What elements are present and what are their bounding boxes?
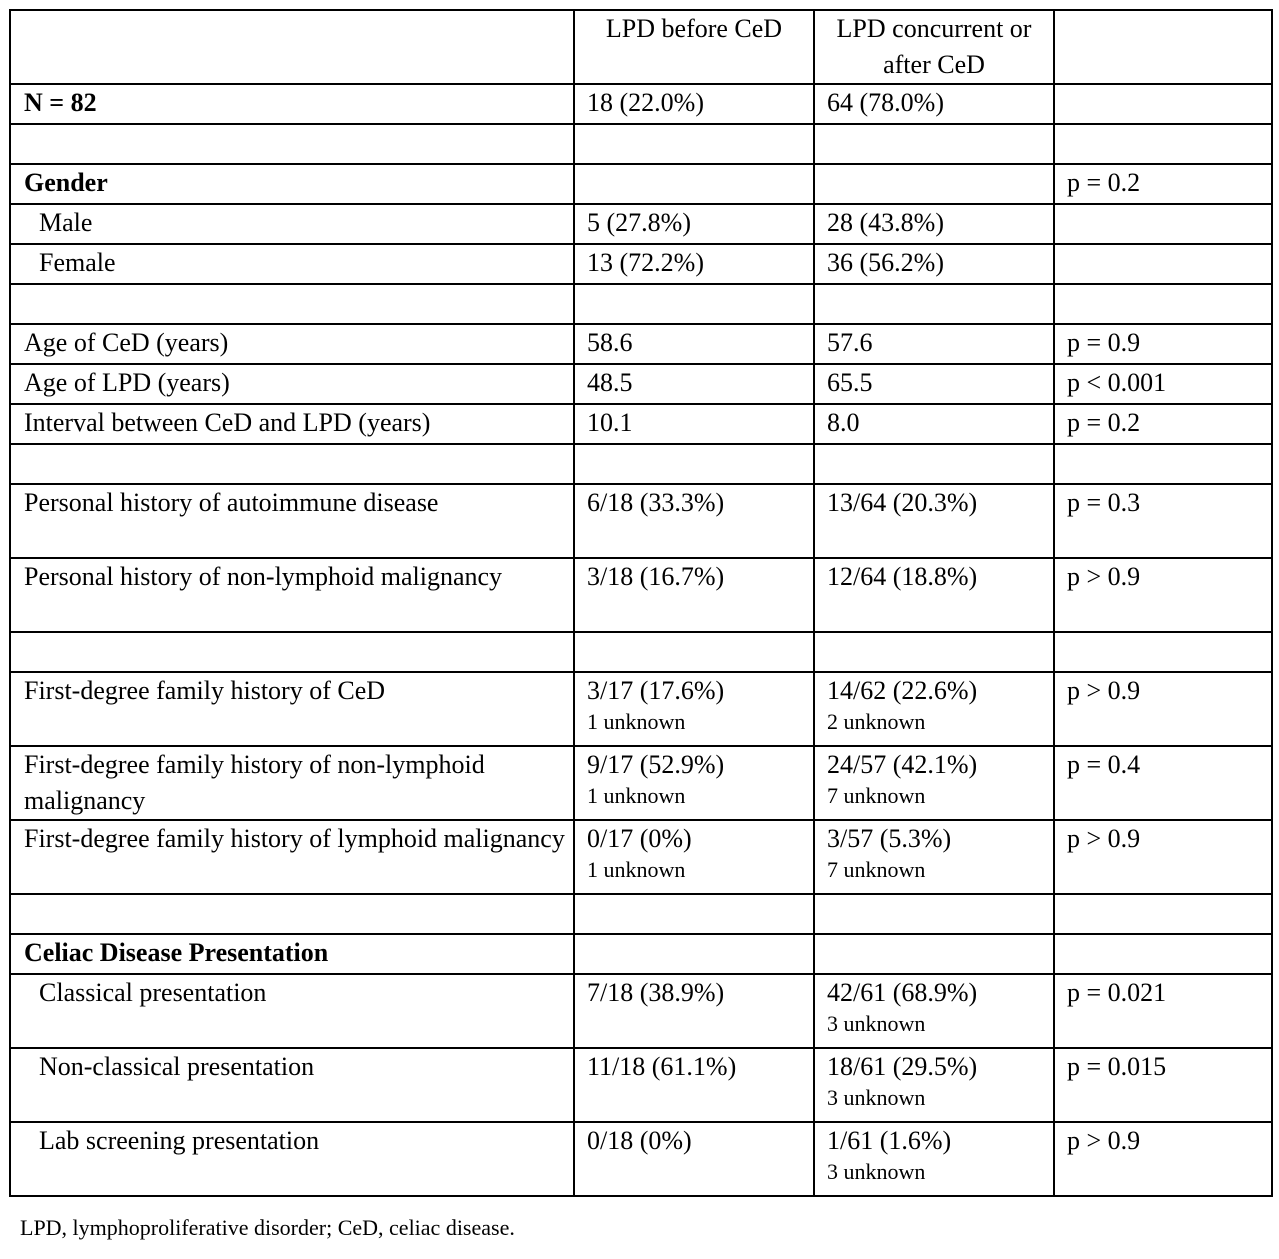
- cell-value: 18 (22.0%): [587, 88, 704, 117]
- row-label: Non-classical presentation: [10, 1048, 574, 1122]
- lpd-after-ced-cell: [814, 324, 1054, 364]
- data-table: [9, 9, 1273, 1197]
- cell-value: 57.6: [827, 328, 873, 357]
- table-row: [10, 820, 1272, 894]
- table-row: [10, 558, 1272, 632]
- lpd-before-ced-cell: [574, 672, 814, 746]
- p-value-cell: p = 0.2: [1054, 164, 1272, 204]
- lpd-after-ced-cell: [814, 558, 1054, 632]
- header-cell-p-value: [1054, 10, 1272, 84]
- lpd-after-ced-cell: [814, 404, 1054, 444]
- cell-value: 42/61 (68.9%): [827, 978, 978, 1007]
- row-label: Celiac Disease Presentation: [10, 934, 574, 974]
- lpd-after-ced-cell: [814, 672, 1054, 746]
- footnote: LPD, lymphoproliferative disorder; CeD, celiac disease.: [20, 1215, 515, 1240]
- table-row: [10, 746, 1272, 820]
- cell-value: 14/62 (22.6%): [827, 676, 978, 705]
- cell-value: 13 (72.2%): [587, 248, 704, 277]
- lpd-before-ced-cell: [574, 164, 814, 204]
- lpd-before-ced-cell: [574, 84, 814, 124]
- row-label: Age of CeD (years): [10, 324, 574, 364]
- p-value-cell: p > 0.9: [1054, 672, 1272, 746]
- lpd-before-ced-cell: [574, 484, 814, 558]
- cell-value: 18/61 (29.5%): [827, 1052, 978, 1081]
- cell-value: 12/64 (18.8%): [827, 562, 978, 591]
- p-value-cell: [1054, 894, 1272, 934]
- lpd-before-ced-cell: [574, 746, 814, 820]
- table-row: [10, 284, 1272, 324]
- lpd-after-ced-cell: [814, 204, 1054, 244]
- cell-value: 3/18 (16.7%): [587, 562, 725, 591]
- lpd-before-ced-cell: [574, 444, 814, 484]
- header-row: [10, 10, 1272, 84]
- p-value-cell: p > 0.9: [1054, 1122, 1272, 1196]
- lpd-after-ced-cell: [814, 820, 1054, 894]
- lpd-before-ced-cell: [574, 244, 814, 284]
- lpd-after-ced-cell: [814, 364, 1054, 404]
- unknown-count-note: 2 unknown: [827, 709, 926, 734]
- cell-value: 36 (56.2%): [827, 248, 944, 277]
- lpd-after-ced-cell: [814, 284, 1054, 324]
- table-row: [10, 244, 1272, 284]
- p-value-cell: [1054, 934, 1272, 974]
- table-row: [10, 894, 1272, 934]
- row-label: Classical presentation: [10, 974, 574, 1048]
- lpd-before-ced-cell: [574, 404, 814, 444]
- cell-value: 28 (43.8%): [827, 208, 944, 237]
- p-value-cell: p = 0.2: [1054, 404, 1272, 444]
- table-row: [10, 164, 1272, 204]
- p-value-cell: [1054, 284, 1272, 324]
- lpd-before-ced-cell: [574, 324, 814, 364]
- cell-value: 7/18 (38.9%): [587, 978, 725, 1007]
- lpd-before-ced-cell: [574, 820, 814, 894]
- unknown-count-note: 3 unknown: [827, 1085, 926, 1110]
- p-value-cell: p < 0.001: [1054, 364, 1272, 404]
- row-label: Female: [10, 244, 574, 284]
- unknown-count-note: 1 unknown: [587, 857, 686, 882]
- table-row: [10, 324, 1272, 364]
- row-label: Gender: [10, 164, 574, 204]
- lpd-before-ced-cell: [574, 364, 814, 404]
- cell-value: 0/17 (0%): [587, 824, 692, 853]
- row-label: Age of LPD (years): [10, 364, 574, 404]
- lpd-before-ced-cell: [574, 284, 814, 324]
- table-row: [10, 124, 1272, 164]
- row-label: First-degree family history of CeD: [10, 672, 574, 746]
- lpd-before-ced-cell: [574, 632, 814, 672]
- p-value-cell: [1054, 84, 1272, 124]
- table-row: [10, 404, 1272, 444]
- table-row: [10, 484, 1272, 558]
- table-row: [10, 444, 1272, 484]
- row-label: Personal history of autoimmune disease: [10, 484, 574, 558]
- lpd-after-ced-cell: [814, 632, 1054, 672]
- row-label: Male: [10, 204, 574, 244]
- lpd-after-ced-cell: [814, 164, 1054, 204]
- cell-value: 5 (27.8%): [587, 208, 691, 237]
- table-row: [10, 934, 1272, 974]
- p-value-cell: [1054, 632, 1272, 672]
- table-row: [10, 364, 1272, 404]
- p-value-cell: p = 0.021: [1054, 974, 1272, 1048]
- p-value-cell: [1054, 444, 1272, 484]
- table-row: [10, 1122, 1272, 1196]
- row-label: [10, 894, 574, 934]
- cell-value: 11/18 (61.1%): [587, 1052, 737, 1081]
- cell-value: 65.5: [827, 368, 873, 397]
- lpd-before-ced-cell: [574, 124, 814, 164]
- p-value-cell: p = 0.3: [1054, 484, 1272, 558]
- lpd-before-ced-cell: [574, 1048, 814, 1122]
- cell-value: 3/57 (5.3%): [827, 824, 952, 853]
- unknown-count-note: 3 unknown: [827, 1011, 926, 1036]
- table-row: [10, 1048, 1272, 1122]
- cell-value: 24/57 (42.1%): [827, 750, 978, 779]
- unknown-count-note: 1 unknown: [587, 783, 686, 808]
- row-label: Lab screening presentation: [10, 1122, 574, 1196]
- cell-value: 8.0: [827, 408, 860, 437]
- cell-value: 58.6: [587, 328, 633, 357]
- p-value-cell: p = 0.015: [1054, 1048, 1272, 1122]
- p-value-cell: [1054, 244, 1272, 284]
- lpd-before-ced-cell: [574, 974, 814, 1048]
- lpd-after-ced-cell: [814, 124, 1054, 164]
- table-row: [10, 84, 1272, 124]
- lpd-after-ced-cell: [814, 244, 1054, 284]
- lpd-before-ced-cell: [574, 934, 814, 974]
- table-row: [10, 632, 1272, 672]
- lpd-before-ced-cell: [574, 204, 814, 244]
- cell-value: 9/17 (52.9%): [587, 750, 725, 779]
- header-cell-label: [10, 10, 574, 84]
- unknown-count-note: 1 unknown: [587, 709, 686, 734]
- cell-value: 13/64 (20.3%): [827, 488, 978, 517]
- p-value-cell: p > 0.9: [1054, 820, 1272, 894]
- table-body: [10, 10, 1272, 1196]
- lpd-after-ced-cell: [814, 484, 1054, 558]
- row-label: [10, 444, 574, 484]
- lpd-after-ced-cell: [814, 84, 1054, 124]
- table-row: [10, 204, 1272, 244]
- row-label: Personal history of non-lymphoid malignancy: [10, 558, 574, 632]
- cell-value: 0/18 (0%): [587, 1126, 692, 1155]
- cell-value: 64 (78.0%): [827, 88, 944, 117]
- p-value-cell: p = 0.4: [1054, 746, 1272, 820]
- unknown-count-note: 7 unknown: [827, 857, 926, 882]
- row-label: N = 82: [10, 84, 574, 124]
- p-value-cell: [1054, 124, 1272, 164]
- p-value-cell: p > 0.9: [1054, 558, 1272, 632]
- lpd-before-ced-cell: [574, 894, 814, 934]
- table-row: [10, 672, 1272, 746]
- row-label: First-degree family history of lymphoid malignancy: [10, 820, 574, 894]
- lpd-after-ced-cell: [814, 934, 1054, 974]
- row-label: [10, 632, 574, 672]
- p-value-cell: p = 0.9: [1054, 324, 1272, 364]
- table-row: [10, 974, 1272, 1048]
- row-label: [10, 284, 574, 324]
- lpd-after-ced-cell: [814, 746, 1054, 820]
- cell-value: 48.5: [587, 368, 633, 397]
- row-label: First-degree family history of non-lymphoid malignancy: [10, 746, 574, 820]
- lpd-after-ced-cell: [814, 894, 1054, 934]
- row-label: Interval between CeD and LPD (years): [10, 404, 574, 444]
- unknown-count-note: 3 unknown: [827, 1159, 926, 1184]
- lpd-after-ced-cell: [814, 974, 1054, 1048]
- row-label: [10, 124, 574, 164]
- lpd-after-ced-cell: [814, 1122, 1054, 1196]
- lpd-before-ced-cell: [574, 1122, 814, 1196]
- cell-value: 3/17 (17.6%): [587, 676, 725, 705]
- cell-value: 10.1: [587, 408, 633, 437]
- header-cell-lpd-before-ced: LPD before CeD: [574, 10, 814, 84]
- cell-value: 6/18 (33.3%): [587, 488, 725, 517]
- cell-value: 1/61 (1.6%): [827, 1126, 952, 1155]
- lpd-after-ced-cell: [814, 1048, 1054, 1122]
- p-value-cell: [1054, 204, 1272, 244]
- unknown-count-note: 7 unknown: [827, 783, 926, 808]
- lpd-after-ced-cell: [814, 444, 1054, 484]
- lpd-before-ced-cell: [574, 558, 814, 632]
- header-cell-lpd-concurrent-or-after-ced: LPD concurrent or after CeD: [814, 10, 1054, 84]
